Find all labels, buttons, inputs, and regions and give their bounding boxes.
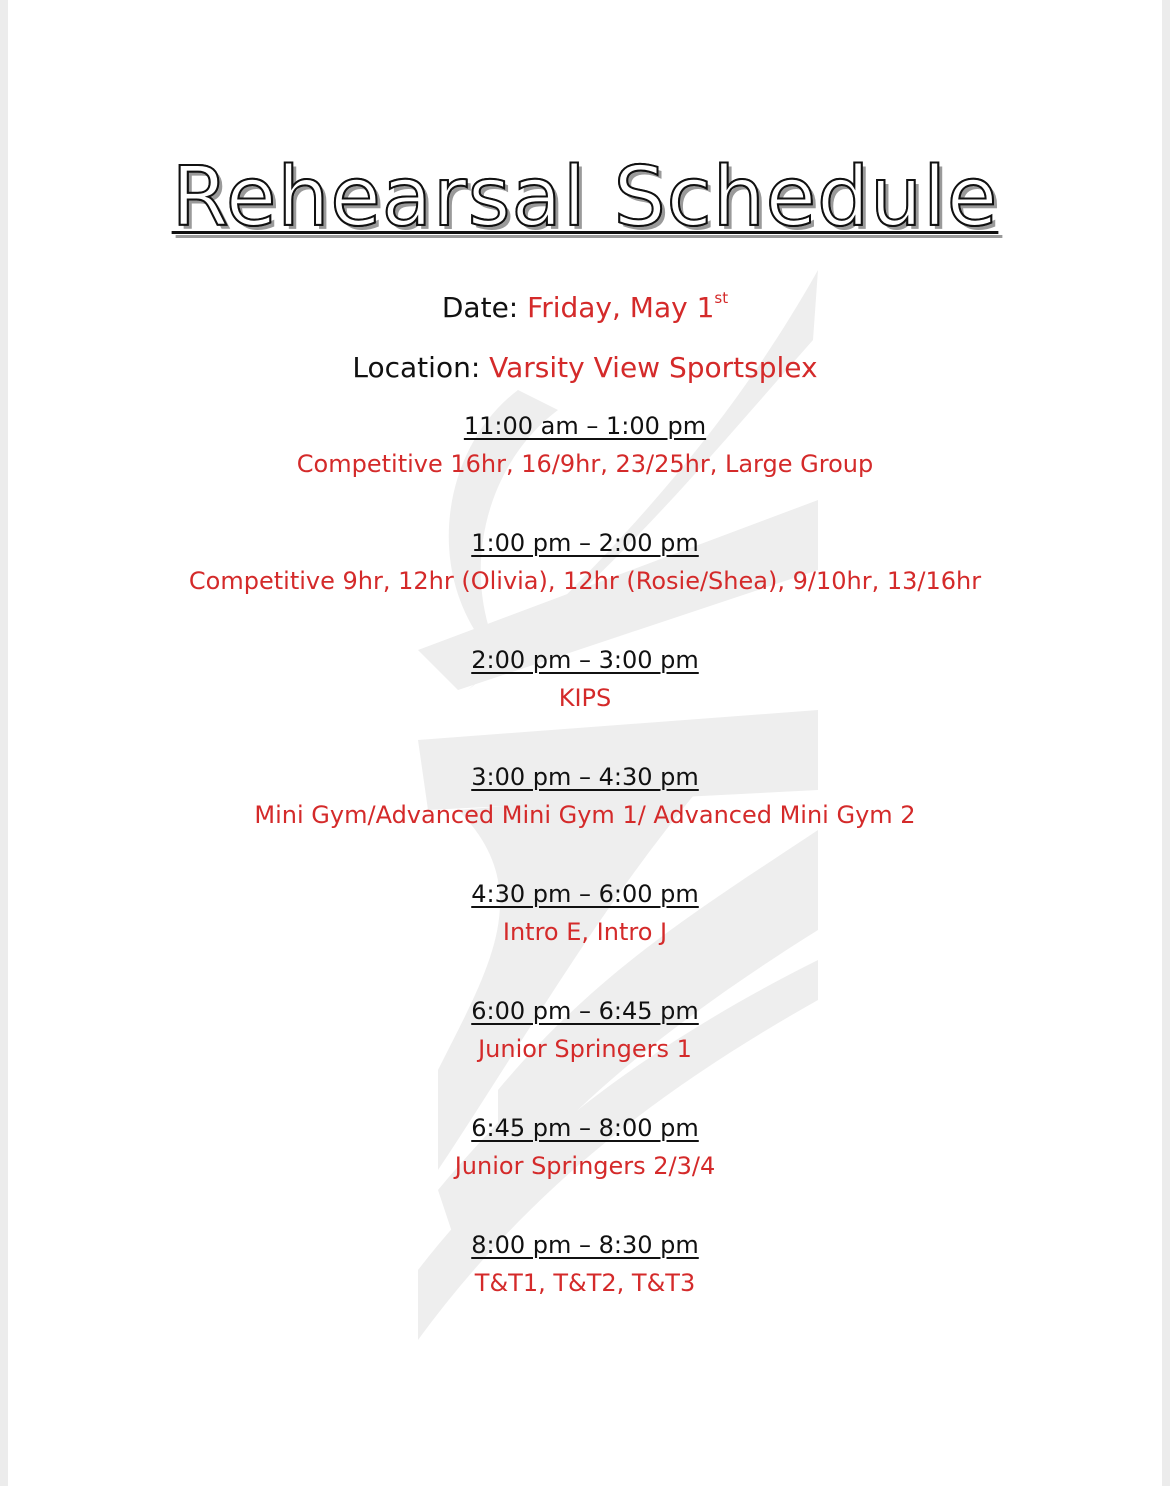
slot-time: 6:45 pm – 8:00 pm [471,1114,699,1142]
page-title: Rehearsal Schedule [171,150,999,245]
slot-groups: Junior Springers 2/3/4 [454,1152,716,1180]
slot-time: 8:00 pm – 8:30 pm [471,1231,699,1259]
location-line [0,350,1170,386]
date-line [0,290,1170,326]
date-label: Date: [441,291,519,324]
date-value: Friday, May 1st [527,289,729,324]
slot-groups: KIPS [558,684,612,712]
slot-groups: Intro E, Intro J [502,918,668,946]
slot-time: 11:00 am – 1:00 pm [463,412,707,440]
slot-time: 1:00 pm – 2:00 pm [471,529,699,557]
slot-groups: Mini Gym/Advanced Mini Gym 1/ Advanced Mini Gym 2 [254,801,916,829]
slot-groups: Competitive 9hr, 12hr (Olivia), 12hr (Rosie/Shea), 9/10hr, 13/16hr [188,567,982,595]
slot-time: 2:00 pm – 3:00 pm [471,646,699,674]
slot-time: 4:30 pm – 6:00 pm [471,880,699,908]
slot-time: 3:00 pm – 4:30 pm [471,763,699,791]
slot-groups: Competitive 16hr, 16/9hr, 23/25hr, Large Group [296,450,874,478]
slot-groups: Junior Springers 1 [478,1035,692,1063]
slot-groups: T&T1, T&T2, T&T3 [474,1269,696,1297]
location-label: Location: [352,351,481,384]
slot-time: 6:00 pm – 6:45 pm [471,997,699,1025]
location-value: Varsity View Sportsplex [489,351,818,384]
